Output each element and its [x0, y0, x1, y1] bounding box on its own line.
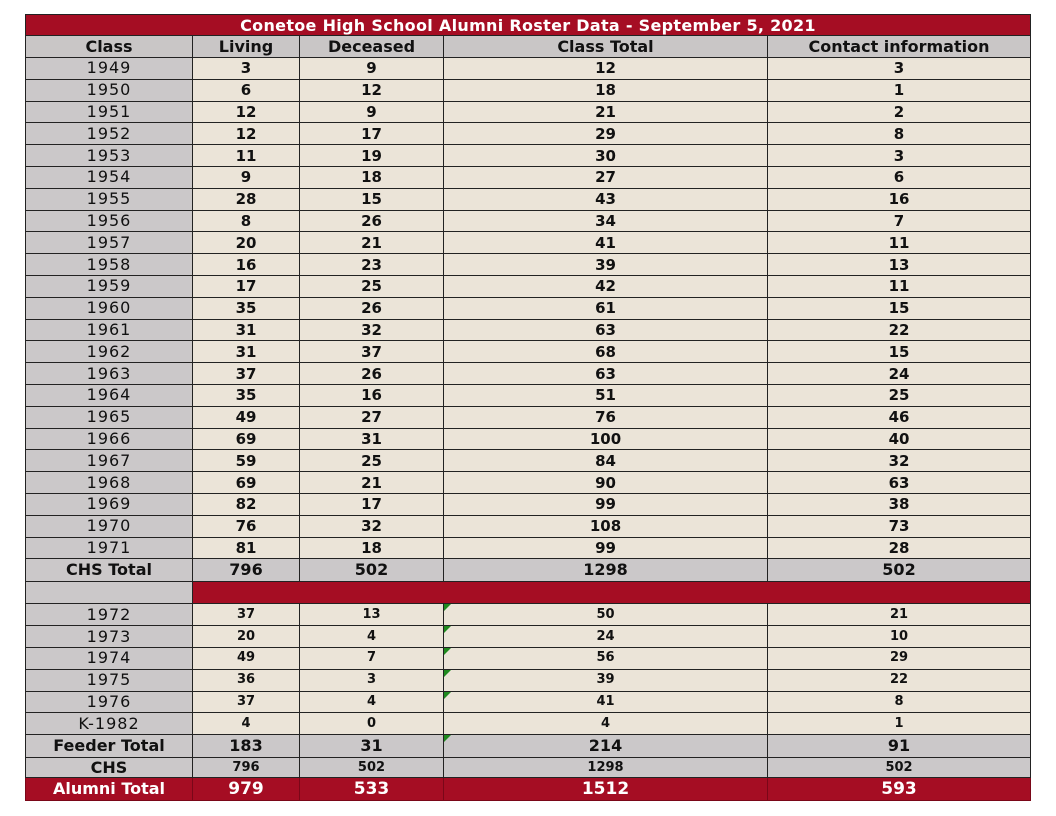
class-year-cell: 1973 — [26, 626, 193, 648]
contact-cell: 22 — [768, 669, 1031, 691]
living-cell: 20 — [193, 232, 300, 254]
chs-subtotal-row-label: CHS — [26, 758, 193, 778]
class-total-cell: 51 — [444, 384, 768, 406]
table-row — [26, 58, 1031, 80]
chs-total-row-label: CHS Total — [26, 559, 193, 582]
class-total-cell: 63 — [444, 319, 768, 341]
living-cell: 37 — [193, 691, 300, 713]
section-separator-row — [26, 582, 1031, 604]
class-total-cell: 84 — [444, 450, 768, 472]
contact-cell: 21 — [768, 604, 1031, 626]
deceased-cell: 18 — [300, 166, 444, 188]
deceased-cell: 13 — [300, 604, 444, 626]
class-total-cell: 108 — [444, 515, 768, 537]
feeder-total-row-label: Feeder Total — [26, 735, 193, 758]
comment-indicator-icon[interactable] — [444, 735, 451, 742]
contact-cell: 16 — [768, 188, 1031, 210]
deceased-cell: 16 — [300, 384, 444, 406]
class-total-cell: 24 — [444, 626, 768, 648]
class-year-cell: 1965 — [26, 406, 193, 428]
table-row — [26, 145, 1031, 167]
contact-cell: 11 — [768, 232, 1031, 254]
class-total-cell: 61 — [444, 297, 768, 319]
living-cell: 6 — [193, 79, 300, 101]
table-row — [26, 232, 1031, 254]
class-total-cell: 100 — [444, 428, 768, 450]
table-body — [26, 15, 1031, 801]
table-row — [26, 319, 1031, 341]
chs-subtotal-row — [26, 758, 1031, 778]
deceased-cell: 26 — [300, 210, 444, 232]
living-cell: 3 — [193, 58, 300, 80]
living-cell: 76 — [193, 515, 300, 537]
alumni-total-row-living: 979 — [193, 778, 300, 801]
table-row — [26, 691, 1031, 713]
contact-cell: 10 — [768, 626, 1031, 648]
class-total-cell: 30 — [444, 145, 768, 167]
class-total-cell: 42 — [444, 275, 768, 297]
contact-cell: 15 — [768, 297, 1031, 319]
contact-cell: 29 — [768, 647, 1031, 669]
class-total-cell: 12 — [444, 58, 768, 80]
class-year-cell: 1960 — [26, 297, 193, 319]
table-row — [26, 254, 1031, 276]
class-year-cell: 1976 — [26, 691, 193, 713]
living-cell: 82 — [193, 493, 300, 515]
class-year-cell: 1950 — [26, 79, 193, 101]
table-row — [26, 384, 1031, 406]
contact-cell: 7 — [768, 210, 1031, 232]
class-year-cell: 1949 — [26, 58, 193, 80]
contact-cell: 8 — [768, 691, 1031, 713]
contact-cell: 3 — [768, 145, 1031, 167]
comment-indicator-icon[interactable] — [444, 626, 451, 633]
living-cell: 69 — [193, 472, 300, 494]
contact-cell: 3 — [768, 58, 1031, 80]
table-row — [26, 626, 1031, 648]
alumni-total-row-contact: 593 — [768, 778, 1031, 801]
deceased-cell: 4 — [300, 691, 444, 713]
class-year-cell: 1962 — [26, 341, 193, 363]
class-year-cell: 1975 — [26, 669, 193, 691]
deceased-cell: 25 — [300, 450, 444, 472]
title-row — [26, 15, 1031, 36]
contact-cell: 1 — [768, 79, 1031, 101]
chs-subtotal-row-deceased: 502 — [300, 758, 444, 778]
contact-cell: 63 — [768, 472, 1031, 494]
comment-indicator-icon[interactable] — [444, 604, 451, 611]
table-row — [26, 101, 1031, 123]
chs-total-row-contact: 502 — [768, 559, 1031, 582]
deceased-cell: 31 — [300, 428, 444, 450]
table-row — [26, 210, 1031, 232]
header-contact-information: Contact information — [768, 36, 1031, 58]
class-total-cell: 4 — [444, 713, 768, 735]
living-cell: 28 — [193, 188, 300, 210]
contact-cell: 38 — [768, 493, 1031, 515]
contact-cell: 46 — [768, 406, 1031, 428]
alumni-roster-table — [25, 14, 1031, 801]
living-cell: 49 — [193, 406, 300, 428]
class-total-cell: 56 — [444, 647, 768, 669]
header-class: Class — [26, 36, 193, 58]
living-cell: 31 — [193, 341, 300, 363]
table-row — [26, 537, 1031, 559]
table-row — [26, 428, 1031, 450]
class-year-cell: 1971 — [26, 537, 193, 559]
deceased-cell: 18 — [300, 537, 444, 559]
deceased-cell: 23 — [300, 254, 444, 276]
class-total-cell: 29 — [444, 123, 768, 145]
separator-left-cell — [26, 582, 193, 604]
living-cell: 49 — [193, 647, 300, 669]
comment-indicator-icon[interactable] — [444, 670, 451, 677]
contact-cell: 32 — [768, 450, 1031, 472]
table-title: Conetoe High School Alumni Roster Data - September 5, 2021 — [26, 15, 1031, 36]
table-row — [26, 275, 1031, 297]
class-year-cell: 1958 — [26, 254, 193, 276]
chs-subtotal-row-class-total: 1298 — [444, 758, 768, 778]
contact-cell: 22 — [768, 319, 1031, 341]
class-year-cell: 1970 — [26, 515, 193, 537]
living-cell: 35 — [193, 297, 300, 319]
class-year-cell: 1951 — [26, 101, 193, 123]
class-total-cell: 99 — [444, 537, 768, 559]
table-row — [26, 341, 1031, 363]
living-cell: 12 — [193, 101, 300, 123]
alumni-total-row — [26, 778, 1031, 801]
class-year-cell: 1952 — [26, 123, 193, 145]
deceased-cell: 4 — [300, 626, 444, 648]
class-year-cell: 1964 — [26, 384, 193, 406]
table-row — [26, 450, 1031, 472]
class-year-cell: 1963 — [26, 363, 193, 385]
living-cell: 35 — [193, 384, 300, 406]
chs-total-row-deceased: 502 — [300, 559, 444, 582]
class-total-cell: 41 — [444, 232, 768, 254]
living-cell: 59 — [193, 450, 300, 472]
header-deceased: Deceased — [300, 36, 444, 58]
class-year-cell: 1953 — [26, 145, 193, 167]
deceased-cell: 12 — [300, 79, 444, 101]
deceased-cell: 15 — [300, 188, 444, 210]
class-year-cell: 1966 — [26, 428, 193, 450]
contact-cell: 8 — [768, 123, 1031, 145]
feeder-total-row — [26, 735, 1031, 758]
table-row — [26, 515, 1031, 537]
deceased-cell: 25 — [300, 275, 444, 297]
deceased-cell: 19 — [300, 145, 444, 167]
chs-total-row-living: 796 — [193, 559, 300, 582]
class-year-cell: 1972 — [26, 604, 193, 626]
contact-cell: 73 — [768, 515, 1031, 537]
contact-cell: 25 — [768, 384, 1031, 406]
contact-cell: 15 — [768, 341, 1031, 363]
alumni-total-row-label: Alumni Total — [26, 778, 193, 801]
living-cell: 36 — [193, 669, 300, 691]
alumni-total-row-deceased: 533 — [300, 778, 444, 801]
header-row — [26, 36, 1031, 58]
chs-subtotal-row-contact: 502 — [768, 758, 1031, 778]
table-row — [26, 297, 1031, 319]
living-cell: 9 — [193, 166, 300, 188]
living-cell: 37 — [193, 363, 300, 385]
class-total-cell: 34 — [444, 210, 768, 232]
table-row — [26, 166, 1031, 188]
deceased-cell: 21 — [300, 472, 444, 494]
class-total-cell: 63 — [444, 363, 768, 385]
alumni-total-row-class-total: 1512 — [444, 778, 768, 801]
deceased-cell: 7 — [300, 647, 444, 669]
feeder-total-row-contact: 91 — [768, 735, 1031, 758]
class-total-cell: 50 — [444, 604, 768, 626]
living-cell: 4 — [193, 713, 300, 735]
class-total-cell: 90 — [444, 472, 768, 494]
living-cell: 17 — [193, 275, 300, 297]
feeder-total-row-living: 183 — [193, 735, 300, 758]
deceased-cell: 32 — [300, 515, 444, 537]
contact-cell: 13 — [768, 254, 1031, 276]
contact-cell: 2 — [768, 101, 1031, 123]
chs-total-row-class-total: 1298 — [444, 559, 768, 582]
deceased-cell: 0 — [300, 713, 444, 735]
living-cell: 69 — [193, 428, 300, 450]
class-year-cell: 1957 — [26, 232, 193, 254]
deceased-cell: 9 — [300, 101, 444, 123]
living-cell: 16 — [193, 254, 300, 276]
living-cell: 20 — [193, 626, 300, 648]
class-year-cell: 1974 — [26, 647, 193, 669]
class-year-cell: 1969 — [26, 493, 193, 515]
class-year-cell: K-1982 — [26, 713, 193, 735]
table-row — [26, 79, 1031, 101]
header-living: Living — [193, 36, 300, 58]
class-total-cell: 43 — [444, 188, 768, 210]
living-cell: 81 — [193, 537, 300, 559]
deceased-cell: 9 — [300, 58, 444, 80]
contact-cell: 40 — [768, 428, 1031, 450]
class-total-cell: 68 — [444, 341, 768, 363]
table-row — [26, 123, 1031, 145]
class-total-cell: 39 — [444, 254, 768, 276]
table-row — [26, 188, 1031, 210]
living-cell: 37 — [193, 604, 300, 626]
class-total-cell: 27 — [444, 166, 768, 188]
contact-cell: 6 — [768, 166, 1031, 188]
comment-indicator-icon[interactable] — [444, 692, 451, 699]
deceased-cell: 21 — [300, 232, 444, 254]
deceased-cell: 3 — [300, 669, 444, 691]
class-total-cell: 76 — [444, 406, 768, 428]
class-year-cell: 1955 — [26, 188, 193, 210]
class-year-cell: 1961 — [26, 319, 193, 341]
deceased-cell: 37 — [300, 341, 444, 363]
deceased-cell: 17 — [300, 123, 444, 145]
contact-cell: 28 — [768, 537, 1031, 559]
living-cell: 8 — [193, 210, 300, 232]
table-row — [26, 713, 1031, 735]
chs-subtotal-row-living: 796 — [193, 758, 300, 778]
class-total-cell: 41 — [444, 691, 768, 713]
living-cell: 11 — [193, 145, 300, 167]
deceased-cell: 32 — [300, 319, 444, 341]
table-row — [26, 647, 1031, 669]
table-row — [26, 604, 1031, 626]
feeder-total-row-class-total: 214 — [444, 735, 768, 758]
deceased-cell: 27 — [300, 406, 444, 428]
contact-cell: 1 — [768, 713, 1031, 735]
contact-cell: 24 — [768, 363, 1031, 385]
living-cell: 31 — [193, 319, 300, 341]
class-year-cell: 1967 — [26, 450, 193, 472]
feeder-total-row-deceased: 31 — [300, 735, 444, 758]
table-row — [26, 472, 1031, 494]
table-row — [26, 493, 1031, 515]
separator-bar — [193, 582, 1031, 604]
deceased-cell: 26 — [300, 363, 444, 385]
class-year-cell: 1954 — [26, 166, 193, 188]
class-year-cell: 1956 — [26, 210, 193, 232]
contact-cell: 11 — [768, 275, 1031, 297]
class-year-cell: 1959 — [26, 275, 193, 297]
class-total-cell: 39 — [444, 669, 768, 691]
class-total-cell: 18 — [444, 79, 768, 101]
class-year-cell: 1968 — [26, 472, 193, 494]
living-cell: 12 — [193, 123, 300, 145]
table-row — [26, 669, 1031, 691]
header-class-total: Class Total — [444, 36, 768, 58]
comment-indicator-icon[interactable] — [444, 648, 451, 655]
chs-total-row — [26, 559, 1031, 582]
table-row — [26, 363, 1031, 385]
class-total-cell: 99 — [444, 493, 768, 515]
class-total-cell: 21 — [444, 101, 768, 123]
deceased-cell: 26 — [300, 297, 444, 319]
table-row — [26, 406, 1031, 428]
deceased-cell: 17 — [300, 493, 444, 515]
